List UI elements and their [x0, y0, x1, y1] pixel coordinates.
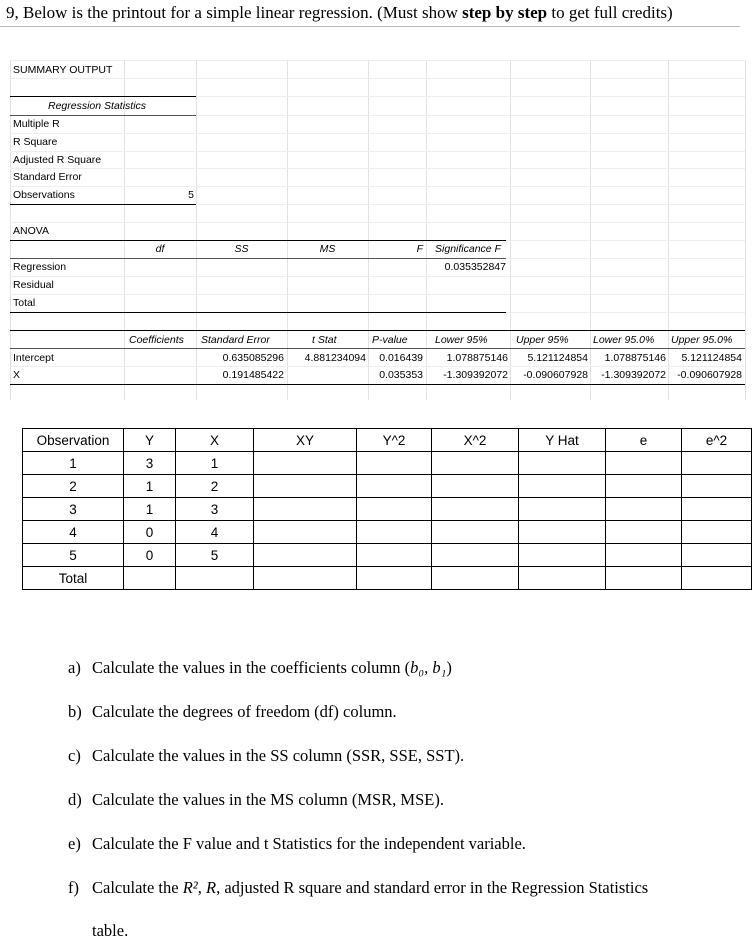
header-cell: Observation: [23, 429, 124, 452]
table-cell: [682, 498, 752, 521]
observation-table: [22, 428, 752, 590]
table-cell: 0: [124, 544, 176, 567]
question-e: e) Calculate the F value and t Statistics for the independent variable.: [68, 834, 526, 853]
coef-col-coefficients: Coefficients: [129, 334, 184, 346]
regstat-label: Observations: [13, 189, 75, 201]
coef-row-label: X: [13, 369, 21, 381]
question-f: f) Calculate the R², R, adjusted R square and standard error in the Regression Statistics: [68, 878, 649, 897]
table-cell: [606, 475, 682, 498]
table-cell: [519, 498, 606, 521]
table-row: [23, 521, 752, 544]
coef-col-upper-95: Upper 95%: [516, 334, 569, 346]
table-cell: [254, 521, 357, 544]
coef-col-upper-95-0: Upper 95.0%: [671, 334, 733, 346]
header-cell: X: [176, 429, 254, 452]
table-row: [23, 544, 752, 567]
table-cell: [432, 475, 519, 498]
coef-bottom-rule: [10, 384, 745, 385]
table-cell: [357, 475, 432, 498]
table-cell: 4: [23, 521, 124, 544]
table-cell: 2: [23, 475, 124, 498]
table-cell: 5: [176, 544, 254, 567]
coef-lower-95-0: 1.078875146: [604, 352, 666, 364]
title-underline: [0, 26, 740, 27]
table-cell: [519, 452, 606, 475]
table-cell: [519, 521, 606, 544]
anova-row-label: Regression: [13, 261, 67, 273]
table-cell: 1: [23, 452, 124, 475]
table-cell: [606, 544, 682, 567]
question-title: 9, Below is the printout for a simple linear regression. (Must show step by step to get full credits): [6, 3, 673, 22]
anova-top-rule: [10, 240, 506, 241]
coef-lower-95: 1.078875146: [446, 352, 508, 364]
coef-row-label: Intercept: [13, 352, 54, 364]
coef-upper-95-0: -0.090607928: [677, 369, 742, 381]
table-cell: [682, 567, 752, 590]
table-cell: [432, 452, 519, 475]
observations-value: 5: [188, 189, 194, 201]
table-cell: [357, 452, 432, 475]
table-cell: [519, 567, 606, 590]
table-cell: [432, 567, 519, 590]
table-cell: 3: [124, 452, 176, 475]
table-row: [23, 498, 752, 521]
table-cell: [254, 544, 357, 567]
anova-col-ss: SS: [234, 243, 249, 255]
question-f-continuation: table.: [92, 921, 129, 940]
significance-f-value: 0.035352847: [444, 261, 506, 273]
anova-row-label: Total: [13, 297, 36, 309]
anova-col-df: df: [155, 243, 165, 255]
header-cell: Y: [124, 429, 176, 452]
anova-col-significance-f: Significance F: [435, 243, 501, 255]
header-cell: XY: [254, 429, 357, 452]
anova-sub-rule: [10, 258, 506, 259]
table-cell: [357, 567, 432, 590]
table-cell: [606, 567, 682, 590]
regstats-top-rule: [10, 96, 196, 97]
table-cell: [606, 498, 682, 521]
header-cell: Y Hat: [519, 429, 606, 452]
header-cell: X^2: [432, 429, 519, 452]
question-a: a) Calculate the values in the coefficients column (b₀, b₁): [68, 658, 452, 677]
table-cell: [357, 521, 432, 544]
table-cell: Total: [23, 567, 124, 590]
table-cell: [357, 544, 432, 567]
table-cell: [432, 544, 519, 567]
coef-top-rule: [10, 330, 745, 331]
header-cell: e: [606, 429, 682, 452]
table-cell: 1: [176, 452, 254, 475]
table-cell: [519, 544, 606, 567]
table-cell: 4: [176, 521, 254, 544]
coef-se: 0.635085296: [222, 352, 284, 364]
table-cell: 2: [176, 475, 254, 498]
header-cell: e^2: [682, 429, 752, 452]
table-cell: [124, 567, 176, 590]
coef-col-p-value: P-value: [372, 334, 408, 346]
coef-lower-95-0: -1.309392072: [601, 369, 666, 381]
table-total-row: [23, 567, 752, 590]
anova-heading: ANOVA: [13, 225, 49, 237]
question-c: c) Calculate the values in the SS column (SSR, SSE, SST).: [68, 746, 465, 765]
table-cell: [254, 567, 357, 590]
table-header-row: [23, 429, 752, 452]
coef-p-value: 0.016439: [379, 352, 423, 364]
question-d: d) Calculate the values in the MS column (MSR, MSE).: [68, 790, 444, 809]
coef-col-t-stat: t Stat: [312, 334, 337, 346]
anova-col-f: F: [416, 243, 423, 255]
coef-col-lower-95-0: Lower 95.0%: [593, 334, 655, 346]
anova-row-label: Residual: [13, 279, 54, 291]
regstat-label: R Square: [13, 136, 58, 148]
regstat-label: Standard Error: [13, 171, 82, 183]
table-cell: 3: [176, 498, 254, 521]
coef-col-standard-error: Standard Error: [201, 334, 270, 346]
table-cell: [432, 521, 519, 544]
table-cell: [519, 475, 606, 498]
table-cell: 1: [124, 475, 176, 498]
table-cell: [682, 475, 752, 498]
coef-upper-95: -0.090607928: [523, 369, 588, 381]
table-cell: [357, 498, 432, 521]
table-cell: [254, 498, 357, 521]
coef-sub-rule: [10, 348, 745, 349]
coef-col-lower-95: Lower 95%: [435, 334, 488, 346]
table-cell: [682, 452, 752, 475]
table-cell: 0: [124, 521, 176, 544]
coef-upper-95-0: 5.121124854: [681, 352, 742, 364]
coef-upper-95: 5.121124854: [527, 352, 588, 364]
table-cell: 3: [23, 498, 124, 521]
regstat-label: Multiple R: [13, 118, 60, 130]
coef-lower-95: -1.309392072: [443, 369, 508, 381]
table-cell: [606, 452, 682, 475]
question-b: b) Calculate the degrees of freedom (df) column.: [68, 702, 397, 721]
table-cell: [432, 498, 519, 521]
table-cell: [254, 475, 357, 498]
table-cell: [682, 521, 752, 544]
anova-bottom-rule: [10, 312, 506, 313]
table-row: [23, 475, 752, 498]
coef-p-value: 0.035353: [379, 369, 423, 381]
anova-col-ms: MS: [319, 243, 336, 255]
regstats-bottom-rule: [10, 204, 196, 205]
table-cell: [606, 521, 682, 544]
regression-statistics-heading: Regression Statistics: [48, 100, 147, 112]
table-cell: [682, 544, 752, 567]
coef-t-stat: 4.881234094: [304, 352, 366, 364]
table-cell: 1: [124, 498, 176, 521]
table-cell: [176, 567, 254, 590]
table-cell: 5: [23, 544, 124, 567]
header-cell: Y^2: [357, 429, 432, 452]
regstat-label: Adjusted R Square: [13, 154, 102, 166]
table-cell: [254, 452, 357, 475]
coef-se: 0.191485422: [222, 369, 284, 381]
table-row: [23, 452, 752, 475]
regstats-sub-rule: [10, 115, 196, 116]
summary-output-heading: SUMMARY OUTPUT: [13, 64, 113, 76]
